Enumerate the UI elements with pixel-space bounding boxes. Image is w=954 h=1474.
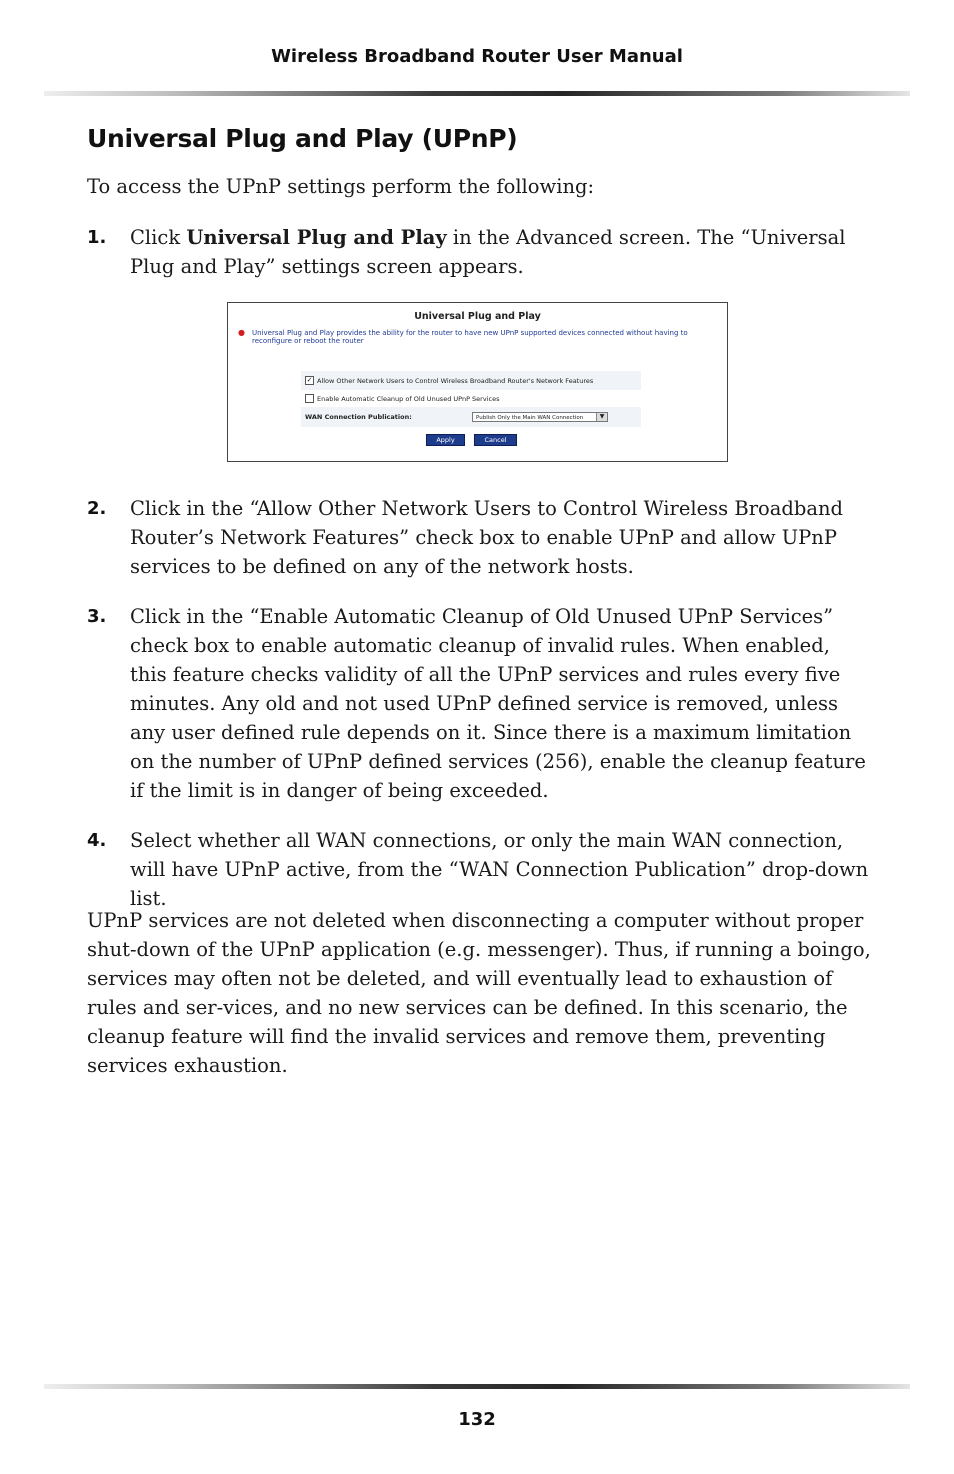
- step-3: [87, 602, 877, 805]
- screen-description: [238, 328, 712, 345]
- step-text-part: in the Advanced screen. The “Universal Plug and Play” settings screen appears.: [130, 226, 846, 278]
- wan-publication-row: [301, 408, 641, 425]
- allow-control-checkbox[interactable]: ✓: [306, 376, 313, 384]
- cancel-button[interactable]: Cancel: [474, 434, 517, 446]
- section-title: Universal Plug and Play (UPnP): [87, 124, 518, 153]
- chevron-down-icon[interactable]: ▼: [596, 413, 607, 421]
- step-text: Click in the “Allow Other Network Users to Control Wireless Broadband Router’s Network Features” check box to enable UPnP and allow UPnP services to be defined on any of the network hosts.: [130, 497, 844, 578]
- auto-cleanup-checkbox[interactable]: [305, 394, 314, 403]
- screen-title: Universal Plug and Play: [414, 311, 541, 322]
- step-text: Select whether all WAN connections, or only the main WAN connection, will have UPnP active, from the “WAN Connection Publication” drop-down list.: [130, 829, 869, 910]
- running-header: Wireless Broadband Router User Manual: [271, 46, 683, 67]
- apply-button[interactable]: Apply: [426, 434, 465, 446]
- screen-description-text: Universal Plug and Play provides the ability for the router to have new UPnP supported devices connected without having to reconfigure or reboot the router: [252, 329, 688, 345]
- auto-cleanup-label: Enable Automatic Cleanup of Old Unused UPnP Services: [317, 394, 500, 403]
- step-text: Click in the “Enable Automatic Cleanup of Old Unused UPnP Services” check box to enable automatic cleanup of invalid rules. When enabled, this feature checks validity of all the UPnP services and rules every five minutes. Any old and not used UPnP defined service is removed, unless any user defined rule depends on it. Since there is a maximum limitation on the number of UPnP defined services (256), enable the cleanup feature if the limit is in danger of being exceeded.: [130, 605, 866, 802]
- upnp-settings-screenshot: [227, 302, 728, 462]
- step-text-emphasis: Universal Plug and Play: [186, 226, 447, 249]
- auto-cleanup-row: [301, 390, 641, 407]
- step-text-part: Click: [130, 226, 187, 249]
- settings-panel: [301, 371, 641, 427]
- bullet-icon: ●: [238, 328, 245, 337]
- intro-paragraph: To access the UPnP settings perform the following:: [87, 175, 595, 198]
- allow-control-label: Allow Other Network Users to Control Wireless Broadband Router's Network Features: [317, 376, 594, 385]
- step-number: 1.: [87, 227, 107, 248]
- closing-paragraph: UPnP services are not deleted when disconnecting a computer without proper shut-down of the UPnP application (e.g. messenger). Thus, if running a boingo, services may often not be deleted, and will eventually lead to exhaustion of rules and ser-vices, and no new services can be defined. In this scenario, the cleanup feature will find the invalid services and remove them, preventing services exhaustion.: [87, 909, 871, 1077]
- header-rule: [44, 91, 910, 96]
- step-number: 2.: [87, 498, 107, 519]
- step-number: 3.: [87, 606, 107, 627]
- allow-control-row: [301, 372, 641, 389]
- footer-rule: [44, 1384, 910, 1389]
- step-number: 4.: [87, 830, 107, 851]
- step-1: [87, 223, 877, 281]
- wan-publication-value: Publish Only the Main WAN Connection: [476, 414, 584, 421]
- step-text: [130, 223, 870, 281]
- wan-publication-label: WAN Connection Publication:: [305, 412, 412, 421]
- step-2: [87, 494, 877, 581]
- page-number: 132: [458, 1409, 496, 1430]
- wan-publication-select[interactable]: [472, 412, 608, 422]
- step-4: [87, 826, 877, 913]
